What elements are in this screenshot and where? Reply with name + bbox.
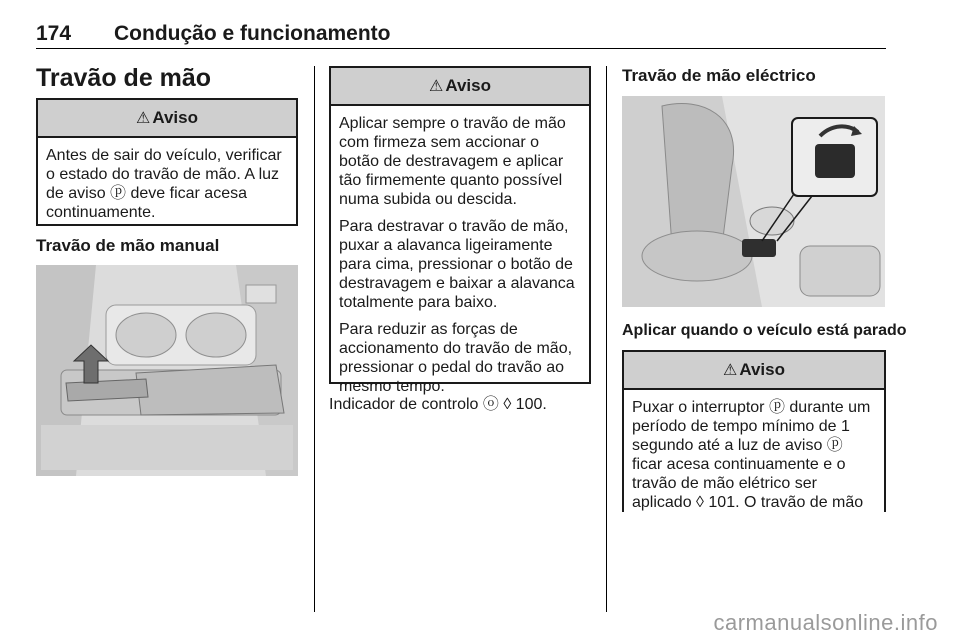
indicator-reference: Indicador de controlo ⓞ ◊ 100. — [329, 396, 547, 413]
warning-header — [331, 68, 589, 106]
warning-box-middle — [329, 66, 591, 395]
warning-paragraph: Antes de sair do veículo, verificar o estado do travão de mão. A luz de aviso ⓟ deve ficar acesa continuamente. — [46, 147, 282, 221]
warning-header — [624, 352, 884, 390]
warning-text — [624, 390, 884, 518]
warning-paragraph: Puxar o interruptor ⓟ durante um período de tempo mínimo de 1 segundo até a luz de aviso ⓟ ficar acesa continuamente e o travão de mão elétrico ser aplicado ◊ 101. O travão de mão — [632, 399, 871, 511]
warning-box-left — [36, 98, 298, 226]
warning-text — [331, 106, 589, 402]
section-title: Travão de mão — [36, 64, 212, 92]
watermark: carmanualsonline.info — [713, 610, 938, 635]
subheading-manual-brake: Travão de mão manual — [36, 236, 220, 255]
column-divider-left — [314, 66, 315, 612]
warning-paragraph: Para destravar o travão de mão, puxar a alavanca ligeiramente para cima, pressionar o botão de destravagem e baixar a alavanca totalmente para baixo. — [339, 218, 575, 311]
warning-paragraph: Para reduzir as forças de accionamento do travão de mão, pressionar o pedal do travão ao mesmo tempo. — [339, 321, 573, 395]
manual-handbrake-illustration — [36, 265, 298, 476]
header-rule — [36, 48, 886, 49]
warning-paragraph: Aplicar sempre o travão de mão com firmeza sem accionar o botão de destravagem e aplicar tão firmemente quanto possível numa subida ou descida. — [339, 115, 566, 208]
warning-box-right — [622, 350, 886, 512]
warning-label: Aviso — [445, 76, 491, 95]
warning-label: Aviso — [739, 360, 785, 379]
warning-icon: ⚠ — [722, 362, 738, 379]
warning-icon: ⚠ — [428, 78, 444, 95]
warning-header — [38, 100, 296, 138]
subheading-apply-stationary: Aplicar quando o veículo está parado — [622, 322, 907, 339]
electric-parking-brake-illustration — [622, 96, 885, 307]
column-divider-right — [606, 66, 607, 612]
chapter-title: Condução e funcionamento — [114, 22, 391, 45]
warning-icon: ⚠ — [135, 110, 151, 127]
page-number: 174 — [36, 22, 72, 45]
warning-text — [38, 138, 296, 228]
warning-label: Aviso — [152, 108, 198, 127]
subheading-electric-brake: Travão de mão eléctrico — [622, 66, 816, 85]
